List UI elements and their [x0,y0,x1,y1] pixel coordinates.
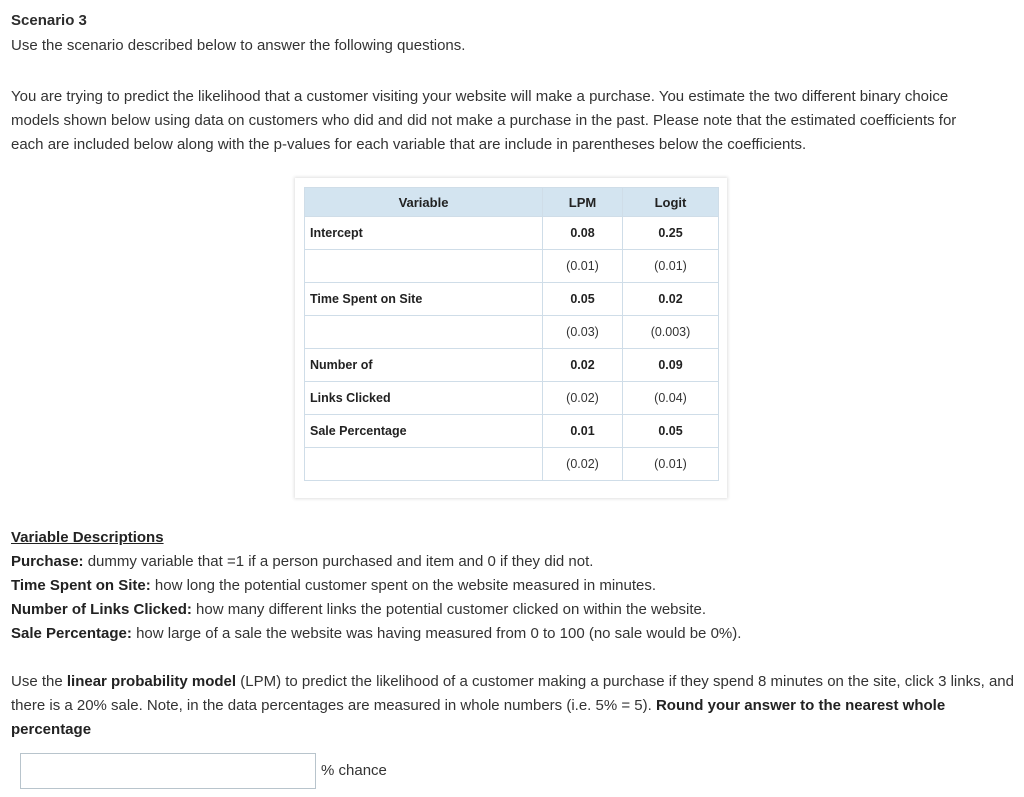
scenario-subtitle: Use the scenario described below to answer the following questions. [11,37,466,54]
variable-cell: Number of [305,349,543,382]
logit-cell: (0.01) [623,250,719,283]
table-header-row [305,188,719,217]
question-bold-2: Round your answer to the nearest whole percentage [11,697,946,738]
header-variable: Variable [305,188,543,217]
question-text-2: (LPM) to predict the likelihood of a customer making a purchase if they spend 8 minutes on the site, click 3 links, and there is a 20% sale. Note, in the data percentages are measured in whole numbers (i.e. 5% = 5). [11,673,1014,714]
description-item [11,622,1011,646]
descriptions-heading: Variable Descriptions [11,529,164,546]
lpm-cell: (0.02) [543,382,623,415]
variable-cell: Sale Percentage [305,415,543,448]
description-term: Time Spent on Site: [11,577,151,594]
logit-cell: 0.09 [623,349,719,382]
lpm-cell: 0.01 [543,415,623,448]
lpm-cell: 0.05 [543,283,623,316]
description-item [11,550,1011,574]
variable-cell: Intercept [305,217,543,250]
description-text: dummy variable that =1 if a person purchased and item and 0 if they did not. [83,553,594,570]
table-row [305,349,719,382]
logit-cell: (0.003) [623,316,719,349]
table-row [305,316,719,349]
logit-cell: 0.05 [623,415,719,448]
table-row [305,415,719,448]
description-term: Number of Links Clicked: [11,601,192,618]
logit-cell: (0.01) [623,448,719,481]
variable-cell [305,448,543,481]
table-row [305,283,719,316]
table-row [305,382,719,415]
coefficient-table-card [295,178,727,498]
logit-cell: (0.04) [623,382,719,415]
question-paragraph [11,670,1016,742]
variable-cell [305,316,543,349]
table-row [305,217,719,250]
description-text: how large of a sale the website was having measured from 0 to 100 (no sale would be 0%). [131,625,742,642]
header-lpm: LPM [543,188,623,217]
lpm-cell: 0.08 [543,217,623,250]
description-item [11,598,1011,622]
header-logit: Logit [623,188,719,217]
table-row [305,448,719,481]
lpm-cell: (0.02) [543,448,623,481]
question-text-1: Use the [11,673,67,690]
answer-suffix: % chance [321,762,387,779]
lpm-cell: 0.02 [543,349,623,382]
table-row [305,250,719,283]
description-term: Purchase: [11,553,84,570]
description-item [11,574,1011,598]
coefficient-table [304,187,719,481]
variable-descriptions [11,526,1011,646]
logit-cell: 0.02 [623,283,719,316]
description-text: how many different links the potential customer clicked on within the website. [191,601,707,618]
intro-paragraph: You are trying to predict the likelihood that a customer visiting your website will make a purchase. You estimate the two different binary choice models shown below using data on customers who did and did not make a purchase in the past. Please note that the estimated coefficients for each are included below along with the p-values for each variable that are include in parentheses below the coefficients. [11,88,957,153]
variable-cell [305,250,543,283]
logit-cell: 0.25 [623,217,719,250]
answer-input[interactable] [20,753,316,789]
lpm-cell: (0.01) [543,250,623,283]
question-bold-1: linear probability model [66,673,237,690]
variable-cell: Time Spent on Site [305,283,543,316]
scenario-title: Scenario 3 [11,12,87,29]
lpm-cell: (0.03) [543,316,623,349]
variable-cell: Links Clicked [305,382,543,415]
description-term: Sale Percentage: [11,625,132,642]
description-text: how long the potential customer spent on the website measured in minutes. [150,577,657,594]
